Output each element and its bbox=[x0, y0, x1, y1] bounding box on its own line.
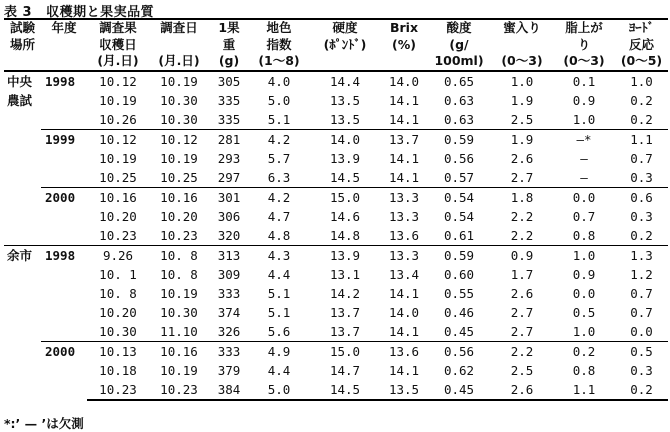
column-header-line: 地色 bbox=[266, 20, 292, 35]
data-cell: 0.7 bbox=[630, 304, 653, 320]
data-cell: 10.23 bbox=[160, 227, 198, 243]
column-header-line: 場所 bbox=[9, 36, 35, 52]
data-cell: 5.7 bbox=[267, 150, 291, 166]
table-row bbox=[4, 207, 668, 226]
data-cell: 2.6 bbox=[510, 285, 534, 301]
data-cell: — bbox=[580, 169, 588, 185]
data-cell: 10.12 bbox=[99, 73, 137, 89]
data-cell: 13.9 bbox=[309, 245, 381, 265]
column-header bbox=[427, 19, 491, 71]
data-cell: 4.2 bbox=[249, 187, 309, 207]
data-cell: 0.1 bbox=[572, 73, 596, 89]
data-cell: 10.30 bbox=[99, 323, 137, 339]
data-cell: 0.0 bbox=[572, 285, 596, 301]
column-header-line: (%) bbox=[392, 36, 416, 52]
table-number: 表 3 bbox=[4, 5, 33, 20]
column-header-line: 年度 bbox=[51, 20, 77, 35]
data-cell: 0.7 bbox=[630, 150, 653, 166]
data-cell: 0.2 bbox=[615, 380, 668, 400]
column-header-line: 100ml) bbox=[434, 53, 484, 68]
data-cell: 10.30 bbox=[160, 304, 198, 320]
data-cell: 2.6 bbox=[491, 380, 553, 400]
data-cell: 14.1 bbox=[388, 92, 420, 108]
data-cell: 14.1 bbox=[388, 362, 420, 378]
data-cell: 384 bbox=[209, 380, 249, 400]
column-header-line bbox=[149, 37, 209, 54]
data-cell: 0.8 bbox=[572, 362, 596, 378]
data-cell: 0.6 bbox=[615, 187, 668, 207]
data-cell: 0.9 bbox=[572, 92, 596, 108]
column-header bbox=[209, 19, 249, 71]
data-cell: 5.1 bbox=[267, 304, 291, 320]
column-header-line: り bbox=[577, 36, 591, 52]
column-header-line: (0〜5) bbox=[620, 53, 663, 68]
site-name-line: 余市 bbox=[7, 247, 33, 263]
column-header-line bbox=[309, 53, 381, 70]
site-name-line bbox=[7, 265, 41, 284]
data-cell: 0.45 bbox=[443, 323, 475, 339]
data-cell: 14.6 bbox=[329, 208, 361, 224]
data-cell: 10.19 bbox=[160, 285, 198, 301]
data-cell: 0.0 bbox=[630, 323, 653, 339]
column-header-line: 1果 bbox=[218, 20, 240, 35]
data-cell: 13.7 bbox=[329, 304, 361, 320]
data-cell: 10. 1 bbox=[99, 266, 137, 282]
data-cell: 10. 8 bbox=[99, 285, 137, 301]
table-body bbox=[4, 71, 668, 400]
data-cell: 0.2 bbox=[630, 92, 653, 108]
data-cell: 0.45 bbox=[427, 380, 491, 400]
column-header-line: 調査日 bbox=[160, 20, 198, 35]
footnote: *:’ — ’は欠測 bbox=[4, 416, 84, 431]
column-header-line: (g) bbox=[218, 53, 240, 68]
data-cell: 10.25 bbox=[99, 169, 137, 185]
column-header bbox=[309, 19, 381, 71]
table-title: 収穫期と果実品質 bbox=[46, 5, 155, 20]
data-cell: 13.3 bbox=[388, 208, 420, 224]
data-cell: — bbox=[580, 150, 588, 166]
column-header-line: 試験 bbox=[9, 20, 35, 35]
data-cell: 10.19 bbox=[160, 362, 198, 378]
data-cell: 13.6 bbox=[381, 341, 427, 361]
column-header-line bbox=[41, 53, 87, 70]
column-header bbox=[249, 19, 309, 71]
data-cell: 2.2 bbox=[491, 341, 553, 361]
data-cell: 14.1 bbox=[388, 323, 420, 339]
data-cell: 1.7 bbox=[510, 266, 534, 282]
column-header-line: (0〜3) bbox=[563, 53, 605, 68]
table-row bbox=[4, 71, 668, 91]
data-cell: 0.59 bbox=[427, 245, 491, 265]
data-cell: 10.18 bbox=[99, 362, 137, 378]
column-header-line: 蜜入り bbox=[503, 20, 541, 35]
data-cell: 14.1 bbox=[388, 169, 420, 185]
data-cell: 10.23 bbox=[87, 380, 149, 400]
data-cell: 0.7 bbox=[572, 208, 596, 224]
data-cell: 326 bbox=[217, 323, 241, 339]
data-cell: 1.0 bbox=[630, 73, 653, 89]
data-cell: 5.1 bbox=[267, 111, 291, 127]
data-cell: 5.1 bbox=[267, 285, 291, 301]
data-cell: 0.65 bbox=[443, 73, 475, 89]
data-cell: 335 bbox=[217, 92, 241, 108]
data-cell: 0.63 bbox=[443, 92, 475, 108]
column-header-line: Brix bbox=[389, 20, 419, 35]
year-cell: 2000 bbox=[41, 341, 87, 400]
data-cell: 13.7 bbox=[381, 129, 427, 149]
data-cell: 0.2 bbox=[553, 341, 615, 361]
data-cell: 14.5 bbox=[329, 169, 361, 185]
data-cell: 14.7 bbox=[329, 362, 361, 378]
table-row bbox=[4, 380, 668, 400]
data-cell: 0.63 bbox=[443, 111, 475, 127]
data-cell: 0.5 bbox=[572, 304, 596, 320]
data-cell: 0.57 bbox=[443, 169, 475, 185]
data-cell: 14.2 bbox=[329, 285, 361, 301]
data-cell: 10.13 bbox=[87, 341, 149, 361]
data-cell: 13.9 bbox=[329, 150, 361, 166]
data-cell: 13.5 bbox=[329, 111, 361, 127]
data-cell: 10.20 bbox=[99, 304, 137, 320]
data-cell: 10.30 bbox=[160, 111, 198, 127]
data-cell: 13.5 bbox=[381, 380, 427, 400]
column-header bbox=[615, 19, 668, 71]
data-cell: 10. 8 bbox=[160, 266, 198, 282]
site-cell bbox=[4, 71, 41, 246]
data-cell: 333 bbox=[209, 341, 249, 361]
header-row bbox=[4, 19, 668, 71]
data-cell: 14.0 bbox=[388, 73, 420, 89]
data-cell: 4.7 bbox=[267, 208, 291, 224]
table-row bbox=[4, 361, 668, 380]
data-cell: 10.12 bbox=[149, 129, 209, 149]
data-cell: 0.46 bbox=[443, 304, 475, 320]
data-cell: 10.26 bbox=[99, 111, 137, 127]
data-cell: 4.0 bbox=[267, 73, 291, 89]
data-cell: 14.1 bbox=[388, 111, 420, 127]
column-header-line: 硬度 bbox=[332, 20, 358, 35]
data-cell: 1.0 bbox=[572, 323, 596, 339]
year-cell: 2000 bbox=[41, 187, 87, 245]
data-cell: 1.0 bbox=[510, 73, 534, 89]
data-cell: 11.10 bbox=[160, 323, 198, 339]
column-header-line: (g/ bbox=[449, 36, 469, 52]
data-cell: 0.9 bbox=[572, 266, 596, 282]
data-cell: 10.19 bbox=[160, 73, 198, 89]
data-cell: 14.1 bbox=[388, 150, 420, 166]
table-row bbox=[4, 245, 668, 265]
data-cell: 309 bbox=[217, 266, 241, 282]
data-cell: —* bbox=[553, 129, 615, 149]
site-cell bbox=[4, 245, 41, 400]
column-header-line: (月.日) bbox=[97, 53, 139, 68]
data-cell: 374 bbox=[217, 304, 241, 320]
column-header bbox=[87, 19, 149, 71]
data-cell: 13.3 bbox=[381, 187, 427, 207]
year-cell: 1999 bbox=[41, 129, 87, 187]
column-header-line: (月.日) bbox=[158, 53, 200, 68]
data-cell: 293 bbox=[217, 150, 241, 166]
data-cell: 10.19 bbox=[99, 150, 137, 166]
column-header-line: 重 bbox=[222, 36, 236, 52]
data-cell: 2.7 bbox=[510, 169, 534, 185]
data-cell: 2.5 bbox=[510, 362, 534, 378]
data-cell: 14.0 bbox=[309, 129, 381, 149]
data-cell: 4.2 bbox=[249, 129, 309, 149]
data-cell: 2.6 bbox=[510, 150, 534, 166]
fruit-quality-table bbox=[4, 18, 668, 401]
data-cell: 10.23 bbox=[149, 380, 209, 400]
data-cell: 6.3 bbox=[267, 169, 291, 185]
data-cell: 301 bbox=[209, 187, 249, 207]
data-cell: 4.4 bbox=[267, 362, 291, 378]
data-cell: 13.4 bbox=[388, 266, 420, 282]
data-cell: 0.54 bbox=[443, 208, 475, 224]
data-cell: 4.4 bbox=[267, 266, 291, 282]
column-header-line: 調査果 bbox=[99, 20, 137, 35]
data-cell: 10.19 bbox=[160, 150, 198, 166]
data-cell: 297 bbox=[217, 169, 241, 185]
column-header bbox=[4, 19, 41, 71]
data-cell: 0.2 bbox=[630, 227, 653, 243]
data-cell: 10. 8 bbox=[149, 245, 209, 265]
data-cell: 15.0 bbox=[309, 341, 381, 361]
table-row bbox=[4, 322, 668, 342]
data-cell: 14.4 bbox=[329, 73, 361, 89]
column-header-line: (1〜8) bbox=[258, 53, 300, 68]
data-cell: 305 bbox=[217, 73, 241, 89]
data-cell: 0.59 bbox=[427, 129, 491, 149]
data-cell: 379 bbox=[217, 362, 241, 378]
data-cell: 4.3 bbox=[249, 245, 309, 265]
table-row bbox=[4, 187, 668, 207]
table-row bbox=[4, 168, 668, 188]
data-cell: 335 bbox=[217, 111, 241, 127]
table-row bbox=[4, 226, 668, 246]
data-cell: 0.8 bbox=[572, 227, 596, 243]
table-row bbox=[4, 341, 668, 361]
data-cell: 2.7 bbox=[510, 304, 534, 320]
data-cell: 10.25 bbox=[160, 169, 198, 185]
site-name-line: 中央 bbox=[7, 73, 33, 89]
data-cell: 13.7 bbox=[329, 323, 361, 339]
data-cell: 4.9 bbox=[249, 341, 309, 361]
data-cell: 14.0 bbox=[388, 304, 420, 320]
data-cell: 4.8 bbox=[267, 227, 291, 243]
data-cell: 313 bbox=[209, 245, 249, 265]
data-cell: 0.54 bbox=[427, 187, 491, 207]
data-cell: 10.20 bbox=[99, 208, 137, 224]
data-cell: 13.1 bbox=[329, 266, 361, 282]
column-header-line: (0〜3) bbox=[501, 53, 543, 68]
data-cell: 0.56 bbox=[427, 341, 491, 361]
table-row bbox=[4, 91, 668, 110]
column-header-line bbox=[4, 53, 41, 70]
column-header-line: 収穫日 bbox=[99, 36, 137, 52]
table-row bbox=[4, 303, 668, 322]
data-cell: 1.2 bbox=[630, 266, 653, 282]
table-row bbox=[4, 110, 668, 130]
data-cell: 0.0 bbox=[553, 187, 615, 207]
data-cell: 0.3 bbox=[630, 169, 653, 185]
data-cell: 0.7 bbox=[630, 285, 653, 301]
data-cell: 5.0 bbox=[267, 92, 291, 108]
data-cell: 0.5 bbox=[615, 341, 668, 361]
column-header-line: 酸度 bbox=[446, 20, 472, 35]
column-header bbox=[41, 19, 87, 71]
column-header-line: ﾖｰﾄﾞ bbox=[628, 20, 654, 35]
column-header bbox=[149, 19, 209, 71]
data-cell: 1.0 bbox=[553, 245, 615, 265]
column-header-line: 脂上が bbox=[565, 20, 603, 35]
column-header bbox=[381, 19, 427, 71]
column-header-line bbox=[381, 53, 427, 70]
data-cell: 0.2 bbox=[630, 111, 653, 127]
data-cell: 15.0 bbox=[309, 187, 381, 207]
data-cell: 0.62 bbox=[443, 362, 475, 378]
data-cell: 10.16 bbox=[87, 187, 149, 207]
data-cell: 5.6 bbox=[267, 323, 291, 339]
column-header-line bbox=[491, 37, 553, 54]
data-cell: 0.60 bbox=[443, 266, 475, 282]
column-header-line: (ﾎﾟﾝﾄﾞ) bbox=[323, 36, 367, 52]
site-name-line: 農試 bbox=[7, 92, 33, 108]
year-cell: 1998 bbox=[41, 245, 87, 341]
data-cell: 0.3 bbox=[630, 362, 653, 378]
data-cell: 0.55 bbox=[443, 285, 475, 301]
year-cell: 1998 bbox=[45, 73, 76, 89]
data-cell: 0.61 bbox=[443, 227, 475, 243]
data-cell: 1.9 bbox=[510, 92, 534, 108]
data-cell: 5.0 bbox=[249, 380, 309, 400]
data-cell: 2.5 bbox=[510, 111, 534, 127]
data-cell: 10.12 bbox=[87, 129, 149, 149]
data-cell: 320 bbox=[217, 227, 241, 243]
data-cell: 14.1 bbox=[388, 285, 420, 301]
data-cell: 281 bbox=[209, 129, 249, 149]
column-header bbox=[553, 19, 615, 71]
data-cell: 306 bbox=[217, 208, 241, 224]
data-cell: 10.16 bbox=[149, 187, 209, 207]
data-cell: 0.9 bbox=[491, 245, 553, 265]
data-cell: 333 bbox=[217, 285, 241, 301]
data-cell: 1.3 bbox=[615, 245, 668, 265]
column-header-line bbox=[41, 37, 87, 54]
table-row bbox=[4, 129, 668, 149]
data-cell: 1.9 bbox=[491, 129, 553, 149]
data-cell: 0.3 bbox=[630, 208, 653, 224]
data-cell: 1.1 bbox=[553, 380, 615, 400]
data-cell: 10.23 bbox=[99, 227, 137, 243]
data-cell: 1.0 bbox=[572, 111, 596, 127]
data-cell: 2.7 bbox=[510, 323, 534, 339]
data-cell: 14.5 bbox=[309, 380, 381, 400]
data-cell: 13.3 bbox=[381, 245, 427, 265]
data-cell: 9.26 bbox=[87, 245, 149, 265]
data-cell: 10.20 bbox=[160, 208, 198, 224]
column-header-line: 反応 bbox=[628, 36, 654, 52]
table-row bbox=[4, 284, 668, 303]
table-row bbox=[4, 265, 668, 284]
data-cell: 1.8 bbox=[491, 187, 553, 207]
data-cell: 13.5 bbox=[329, 92, 361, 108]
data-cell: 1.1 bbox=[615, 129, 668, 149]
data-cell: 0.56 bbox=[443, 150, 475, 166]
data-cell: 10.19 bbox=[99, 92, 137, 108]
data-cell: 13.6 bbox=[388, 227, 420, 243]
column-header-line: 指数 bbox=[266, 36, 292, 52]
data-cell: 2.2 bbox=[510, 227, 534, 243]
data-cell: 2.2 bbox=[510, 208, 534, 224]
table-row bbox=[4, 149, 668, 168]
data-cell: 10.16 bbox=[149, 341, 209, 361]
data-cell: 10.30 bbox=[160, 92, 198, 108]
column-header bbox=[491, 19, 553, 71]
data-cell: 14.8 bbox=[329, 227, 361, 243]
